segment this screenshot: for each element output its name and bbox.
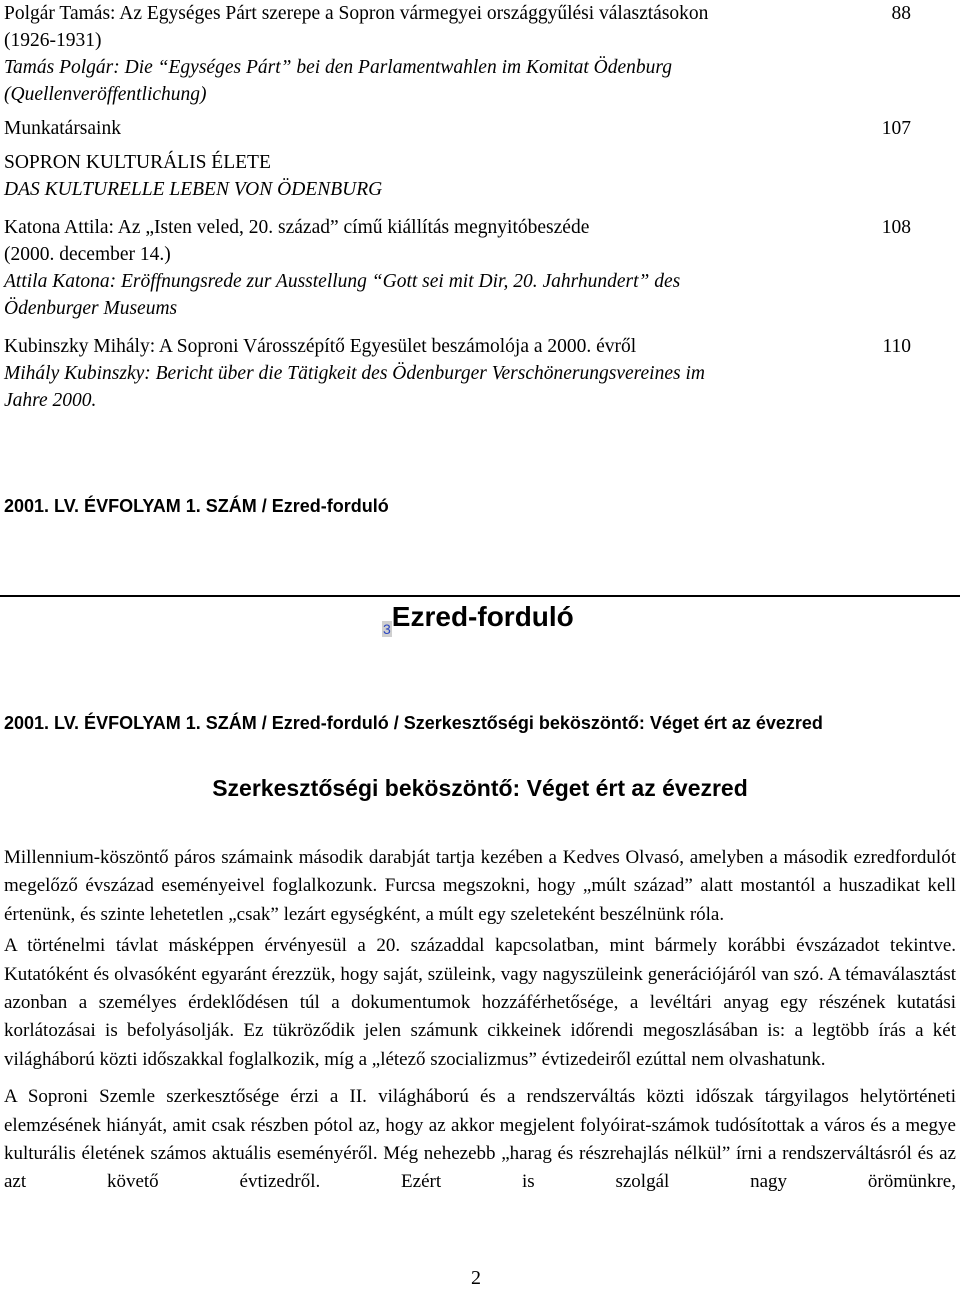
toc-section-de: DAS KULTURELLE LEBEN VON ÖDENBURG (4, 179, 383, 200)
article-heading: Szerkesztőségi beköszöntő: Véget ért az évezred (212, 775, 748, 801)
section-title-text: Ezred-forduló (391, 601, 574, 632)
breadcrumb: 2001. LV. ÉVFOLYAM 1. SZÁM / Ezred-forduló / Szerkesztőségi beköszöntő: Véget ért az évezred (4, 713, 823, 733)
toc-entry-3-hu-title: Katona Attila: Az „Isten veled, 20. század” című kiállítás megnyitóbeszéde (4, 217, 590, 238)
toc-entry-4-hu[interactable] (4, 333, 956, 360)
toc-entry-3-de-cont: Ödenburger Museums (4, 298, 178, 319)
paragraph-3: A Soproni Szemle szerkesztősége érzi a II. világháború és a rendszerváltás közti időszak tárgyilagos helytörténeti elemzésének hiányát, amit csak részben pótol az, hogy az akkor megjelent folyóirat-számok tudósítottak a város és a megye kulturális életének számos aktuális eseményéről. Még nehezebb „harag és részrehajlás nélkül” írni a rendszerváltásról és az azt követő évtizedről. Ezért is szolgál nagy örömünkre, (4, 1086, 956, 1193)
section-title (382, 601, 574, 637)
toc-entry-1-page: 88 (891, 3, 911, 24)
horizontal-rule (0, 595, 960, 597)
paragraph-2: A történelmi távlat másképpen érvényesül a 20. századdal kapcsolatban, mint bármely korábbi évszázadot tekintve. Kutatóként és olvasóként egyaránt érezzük, hogy saját, szüleink, vagy nagyszüleink generációjáról van szó. A témaválasztást azonban a személyes érdeklődésen túl a dokumentumok hozzáférhetősége, a levéltári anyag egy részének kutatási korlátozásai is befolyásolják. Ez tükröződik jelen számunk cikkeinek időrendi megoszlásában is: a legtöbb írás a két világháború közti időszakkal foglalkozik, míg a „létező szocializmus” évtizedeiről ezúttal nem olvashatunk. (4, 935, 956, 1070)
toc-entry-3-hu[interactable] (4, 214, 956, 241)
toc-entry-2-page: 107 (881, 118, 911, 139)
toc-entry-4-hu-title: Kubinszky Mihály: A Soproni Városszépítő Egyesület beszámolója a 2000. évről (4, 336, 637, 357)
toc-entry-4-de-cont: Jahre 2000. (4, 390, 97, 411)
toc-entry-1-hu[interactable] (4, 0, 956, 27)
toc-entry-3-de: Attila Katona: Eröffnungsrede zur Ausstellung “Gott sei mit Dir, 20. Jahrhundert” des (4, 271, 681, 292)
toc-entry-2[interactable] (4, 115, 956, 142)
toc-entry-2-title: Munkatársaink (4, 118, 121, 139)
table-of-contents (4, 0, 956, 414)
toc-entry-1-de: Tamás Polgár: Die “Egységes Párt” bei den Parlamentwahlen im Komitat Ödenburg (4, 57, 673, 78)
anchor-marker[interactable]: 3 (383, 621, 391, 637)
toc-entry-4-page: 110 (882, 336, 911, 357)
toc-entry-3-hu-cont: (2000. december 14.) (4, 244, 171, 265)
page-number: 2 (471, 1267, 481, 1289)
toc-entry-1-hu-cont: (1926-1931) (4, 30, 102, 51)
article-body (4, 844, 956, 1200)
toc-entry-1-de-cont: (Quellenveröffentlichung) (4, 84, 207, 105)
toc-entry-3-page: 108 (881, 217, 911, 238)
paragraph-1: Millennium-köszöntő páros számaink második darabját tartja kezében a Kedves Olvasó, amelyben a második ezredfordulót megelőző évszázad eseményeivel foglalkozunk. Furcsa megszokni, hogy „múlt század” alatt mostantól a huszadikat kell értenünk, és szinte lehetetlen „csak” lezárt egységként, a múlt egy szeleteként beszélnünk róla. (4, 847, 956, 925)
toc-entry-4-de: Mihály Kubinszky: Bericht über die Tätigkeit des Ödenburger Verschönerungsvereines im (4, 363, 705, 384)
toc-section-hu: SOPRON KULTURÁLIS ÉLETE (4, 152, 271, 173)
toc-entry-1-hu-title: Polgár Tamás: Az Egységes Párt szerepe a Sopron vármegyei országgyűlési választásokon (4, 3, 709, 24)
issue-line: 2001. LV. ÉVFOLYAM 1. SZÁM / Ezred-forduló (4, 496, 389, 516)
